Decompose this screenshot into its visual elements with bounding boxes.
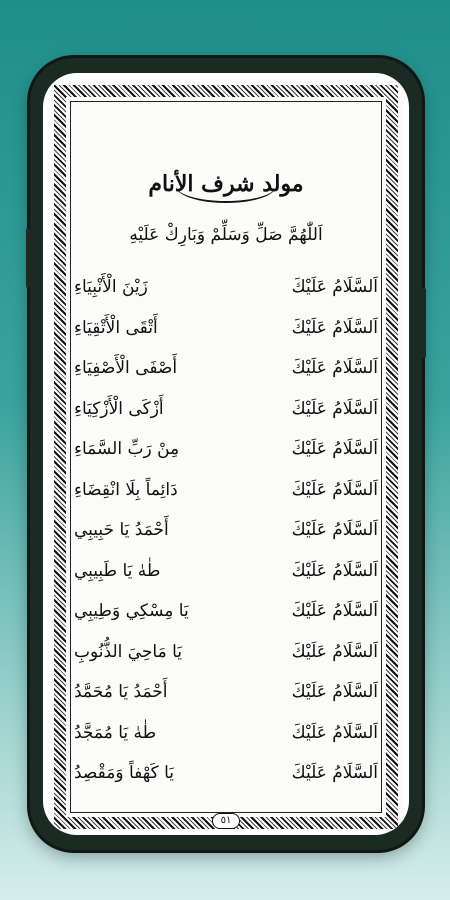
verse-epithet: يَا مَاحِيَ الذُّنُوبِ	[74, 641, 183, 662]
verse-epithet: يَا كَهْفاً وَمَقْصِدُ	[74, 763, 175, 784]
verse-salutation: اَلسَّلَامُ عَلَيْكَ	[291, 763, 378, 784]
verse-epithet: أَصْفَى الْأَصْفِيَاءِ	[74, 358, 178, 379]
book-page	[48, 81, 404, 831]
verse-salutation: اَلسَّلَامُ عَلَيْكَ	[291, 520, 378, 541]
verse-row	[74, 672, 378, 713]
verse-salutation: اَلسَّلَامُ عَلَيْكَ	[291, 317, 378, 338]
verse-epithet: طٰهٰ يَا مُمَجَّدُ	[74, 722, 157, 743]
verse-epithet: أَحْمَدُ يَا مُحَمَّدُ	[74, 682, 168, 703]
verse-epithet: دَائِماً بِلَا انْقِضَاءِ	[74, 479, 178, 500]
verse-row	[74, 632, 378, 673]
verse-salutation: اَلسَّلَامُ عَلَيْكَ	[291, 398, 378, 419]
verse-list	[74, 267, 378, 794]
verse-row	[74, 308, 378, 349]
power-button	[422, 288, 426, 358]
verse-salutation: اَلسَّلَامُ عَلَيْكَ	[291, 358, 378, 379]
phone-frame	[30, 58, 422, 850]
phone-screen	[43, 73, 409, 835]
verse-epithet: زَيْنَ الْأَنْبِيَاءِ	[74, 277, 148, 298]
verse-row	[74, 389, 378, 430]
verse-epithet: مِنْ رَبِّ السَّمَاءِ	[74, 439, 180, 460]
verse-salutation: اَلسَّلَامُ عَلَيْكَ	[291, 560, 378, 581]
verse-epithet: أَحْمَدُ يَا حَبِيبِي	[74, 520, 169, 541]
verse-salutation: اَلسَّلَامُ عَلَيْكَ	[291, 641, 378, 662]
verse-salutation: اَلسَّلَامُ عَلَيْكَ	[291, 277, 378, 298]
verse-epithet: يَا مِسْكِي وَطِيبِي	[74, 601, 189, 622]
verse-row	[74, 267, 378, 308]
verse-salutation: اَلسَّلَامُ عَلَيْكَ	[291, 722, 378, 743]
verse-salutation: اَلسَّلَامُ عَلَيْكَ	[291, 601, 378, 622]
verse-row	[74, 470, 378, 511]
verse-row	[74, 429, 378, 470]
verse-salutation: اَلسَّلَامُ عَلَيْكَ	[291, 439, 378, 460]
verse-row	[74, 348, 378, 389]
verse-row	[74, 713, 378, 754]
verse-row	[74, 753, 378, 794]
verse-salutation: اَلسَّلَامُ عَلَيْكَ	[291, 682, 378, 703]
book-title: مولد شرف الأنام	[148, 171, 304, 197]
verse-row	[74, 591, 378, 632]
verse-epithet: أَزْكَى الْأَزْكِيَاءِ	[74, 398, 164, 419]
verse-epithet: طٰهٰ يَا طَبِيبِي	[74, 560, 161, 581]
verse-row	[74, 510, 378, 551]
page-number: ٥١	[212, 813, 240, 829]
volume-button	[26, 228, 30, 288]
verse-salutation: اَلسَّلَامُ عَلَيْكَ	[291, 479, 378, 500]
verse-epithet: أَتْقَى الْأَتْقِيَاءِ	[74, 317, 158, 338]
blessing-line: اَللّٰهُمَّ صَلِّ وَسَلِّمْ وَبَارِكْ عَلَيْهِ	[129, 225, 323, 245]
verse-row	[74, 551, 378, 592]
